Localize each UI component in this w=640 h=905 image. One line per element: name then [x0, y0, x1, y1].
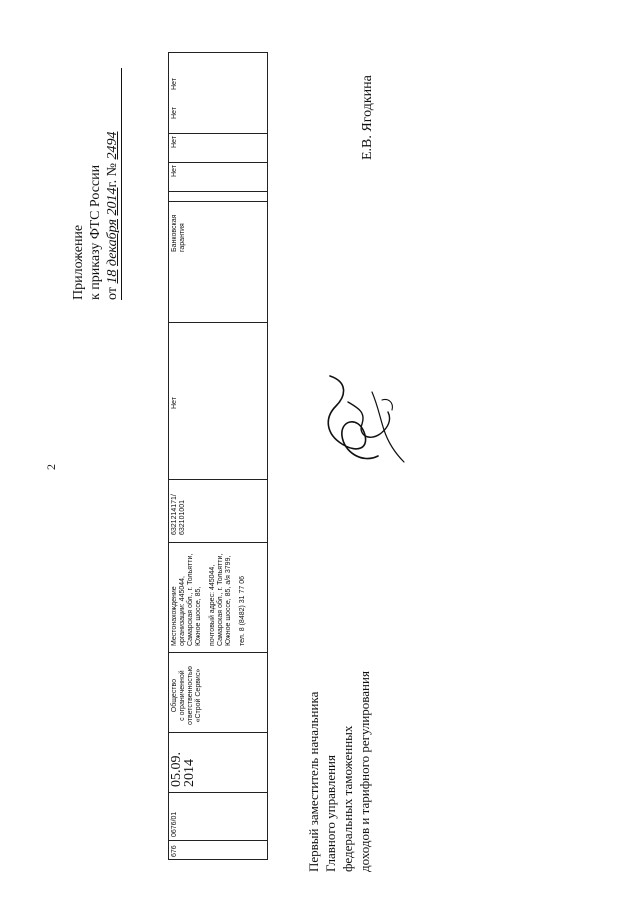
column-divider [168, 792, 268, 793]
column-divider [168, 191, 268, 192]
appendix-order-date: от 18 декабря 2014г. № 2494 [105, 131, 120, 300]
cell-location: Местонахождение организации: 445044, Самарская обл., г. Тольятти, Южное шоссе, 85, почтовый адрес: 445044, Самарская обл., г. Тольятти, Южное шоссе, 85, а/я 3799, тел. 8 (8482) 31 77 06 [171, 553, 246, 646]
order-month: декабря [105, 219, 120, 267]
column-divider [168, 201, 268, 202]
column-divider [168, 840, 268, 841]
cell-flag4: Нет [171, 78, 178, 90]
table-border [168, 52, 169, 860]
cell-flag1: Нет [171, 165, 178, 177]
cell-guarantee: Банковская гарантия [171, 214, 186, 252]
cell-organization: Общество с ограниченной ответственностью «Строй Сервис» [171, 666, 202, 725]
column-divider [168, 322, 268, 323]
cell-date: 05.09. 2014 [169, 752, 197, 787]
appendix-order-ref: к приказу ФТС России [88, 164, 103, 300]
order-year: 2014 [105, 187, 120, 216]
column-divider [168, 652, 268, 653]
appendix-header [70, 132, 121, 301]
column-divider [168, 133, 268, 134]
appendix-title: Приложение [71, 224, 86, 300]
cell-flag3: Нет [171, 107, 178, 119]
column-divider [168, 732, 268, 733]
column-divider [168, 479, 268, 480]
cell-remarks: Нет [171, 397, 178, 409]
signatory-name: Е.В. Ягодкина [360, 75, 375, 160]
signatory-title: Первый заместитель начальника Главного управления федеральных таможенных доходов и тарифного регулирования [306, 671, 372, 872]
table-border [168, 859, 268, 860]
order-number: 2494 [105, 131, 120, 160]
registry-table [168, 52, 268, 860]
column-divider [168, 162, 268, 163]
table-border [267, 52, 268, 860]
cell-inn-kpp: 6321214171/ 632101001 [171, 494, 186, 535]
column-divider [168, 542, 268, 543]
order-day: 18 [105, 269, 120, 284]
cell-flag2: Нет [171, 136, 178, 148]
signature-mark [318, 372, 410, 470]
appendix-underline [121, 68, 122, 300]
cell-index: 676 [171, 845, 178, 857]
table-border [168, 52, 268, 53]
cell-code: 0676/01 [171, 811, 178, 837]
page-number: 2 [44, 464, 58, 470]
